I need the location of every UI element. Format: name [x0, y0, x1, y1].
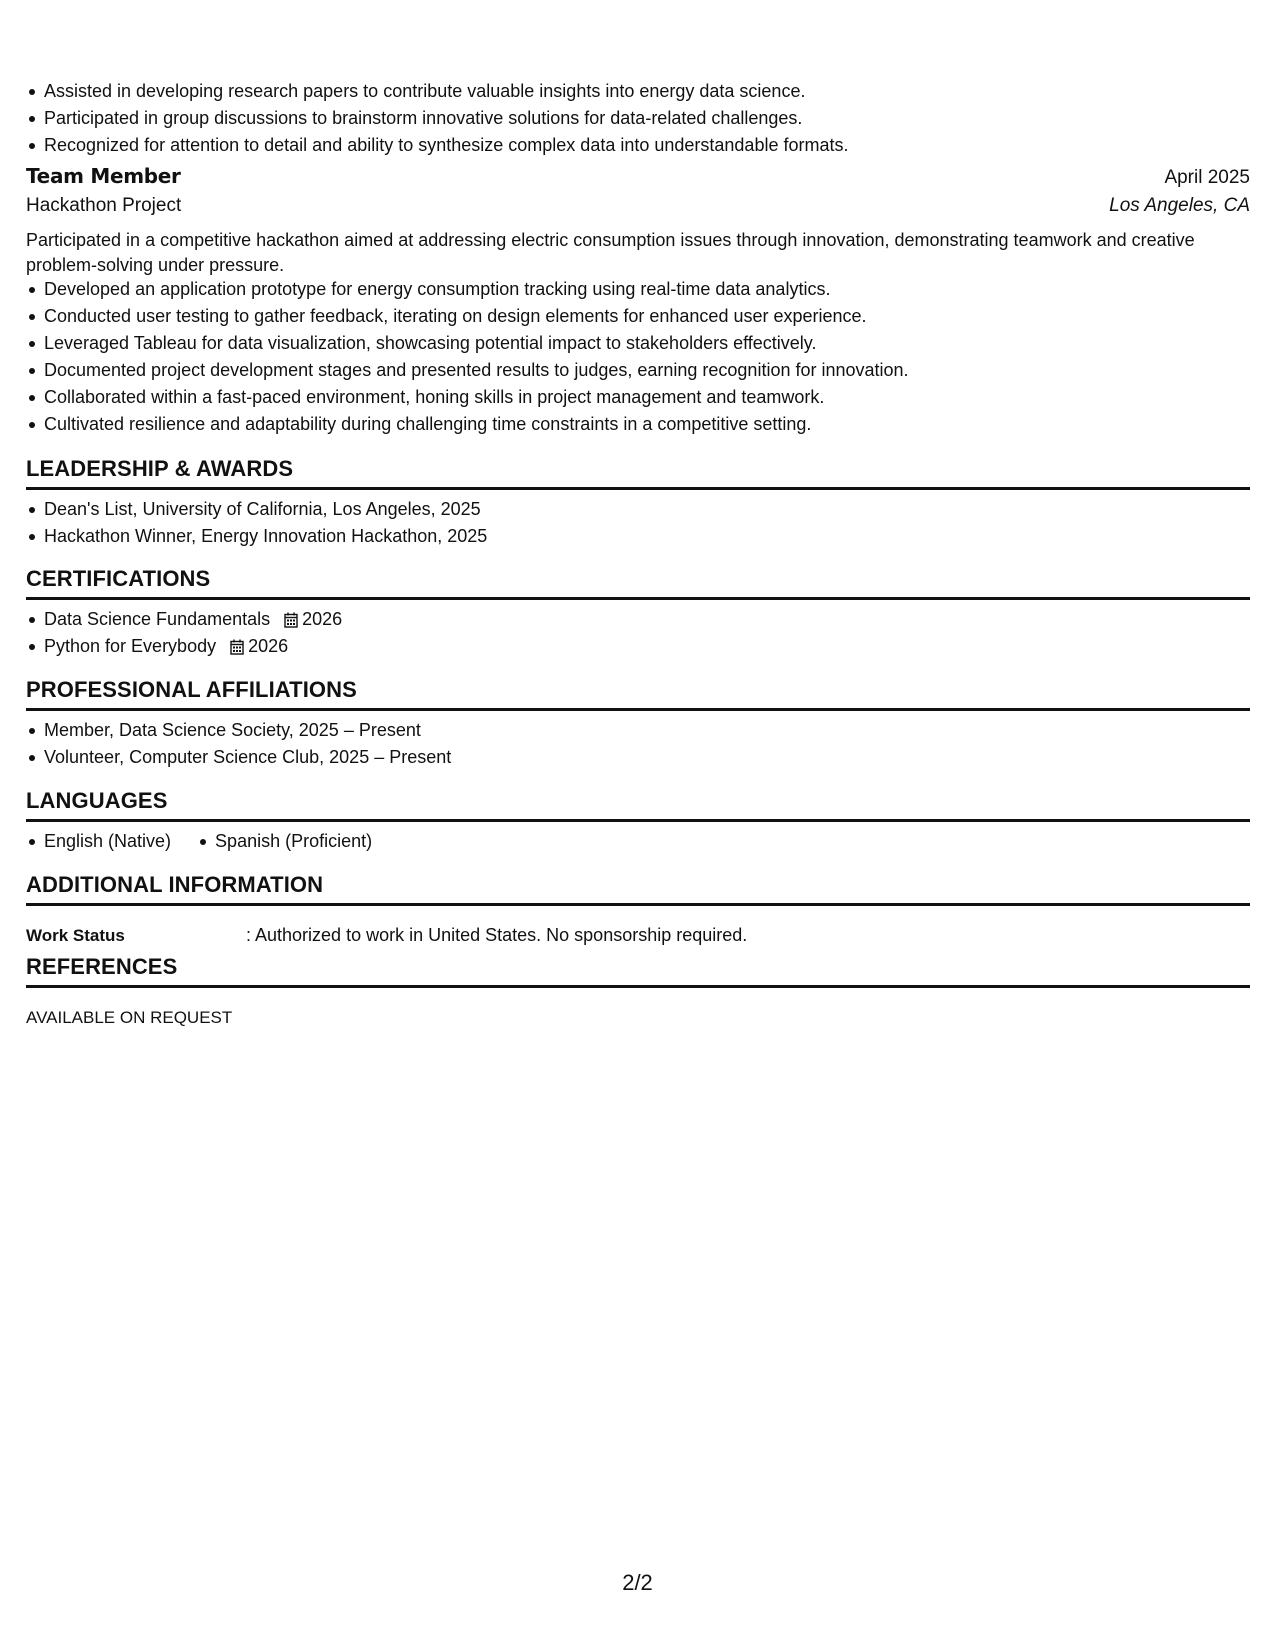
certification-year: 2026: [302, 609, 343, 629]
list-item: English (Native): [26, 828, 171, 855]
calendar-icon: [284, 612, 298, 628]
certification-name: Python for Everybody: [44, 636, 217, 656]
job-date: April 2025: [1164, 167, 1250, 188]
languages-list: [26, 828, 1250, 855]
list-item: Spanish (Proficient): [197, 828, 372, 855]
experience-subheader: [26, 195, 1250, 217]
job-organization: Hackathon Project: [26, 195, 182, 216]
section-divider: [26, 487, 1250, 490]
certifications-section: [26, 564, 1250, 660]
job-description: Participated in a competitive hackathon aimed at addressing electric consumption issues through innovation, demonstrating teamwork and creative problem-solving under pressure.: [26, 230, 1195, 275]
list-item: Assisted in developing research papers to contribute valuable insights into energy data science.: [26, 78, 848, 105]
affiliations-list: [26, 717, 1250, 771]
certification-year: 2026: [248, 636, 289, 656]
job-location: Los Angeles, CA: [1109, 195, 1250, 216]
work-status-value: : Authorized to work in United States. No sponsorship required.: [246, 925, 748, 945]
list-item: Hackathon Winner, Energy Innovation Hackathon, 2025: [26, 523, 1250, 550]
job-title: Team Member: [26, 164, 181, 188]
section-divider: [26, 708, 1250, 711]
section-heading: LEADERSHIP & AWARDS: [26, 456, 294, 481]
references-text: AVAILABLE ON REQUEST: [26, 1008, 233, 1027]
list-item: Recognized for attention to detail and ability to synthesize complex data into understandable formats.: [26, 132, 848, 159]
section-heading: PROFESSIONAL AFFILIATIONS: [26, 677, 357, 702]
section-heading: ADDITIONAL INFORMATION: [26, 872, 324, 897]
affiliations-section: [26, 675, 1250, 771]
additional-info-section: [26, 870, 1250, 906]
leadership-section: [26, 454, 1250, 550]
list-item: Collaborated within a fast-paced environment, honing skills in project management and teamwork.: [26, 384, 909, 411]
languages-section: [26, 786, 1250, 855]
list-item: Documented project development stages and presented results to judges, earning recognition for innovation.: [26, 357, 909, 384]
experience-header: [26, 164, 1250, 189]
list-item: Volunteer, Computer Science Club, 2025 – Present: [26, 744, 1250, 771]
experience-bullets: [26, 276, 909, 438]
list-item: Participated in group discussions to brainstorm innovative solutions for data-related challenges.: [26, 105, 848, 132]
calendar-icon: [230, 639, 244, 655]
list-item: Conducted user testing to gather feedback, iterating on design elements for enhanced user experience.: [26, 303, 909, 330]
list-item: Cultivated resilience and adaptability during challenging time constraints in a competitive setting.: [26, 411, 909, 438]
work-status-label: Work Status: [26, 926, 125, 945]
previous-role-bullets: [26, 78, 848, 159]
section-divider: [26, 819, 1250, 822]
section-divider: [26, 903, 1250, 906]
section-divider: [26, 985, 1250, 988]
work-status-row: [26, 922, 747, 949]
page-number: 2/2: [622, 1570, 653, 1595]
section-heading: LANGUAGES: [26, 788, 168, 813]
list-item: Member, Data Science Society, 2025 – Present: [26, 717, 1250, 744]
section-heading: CERTIFICATIONS: [26, 566, 211, 591]
references-section: [26, 952, 1250, 988]
list-item: [26, 633, 1250, 660]
section-divider: [26, 597, 1250, 600]
certification-name: Data Science Fundamentals: [44, 609, 271, 629]
leadership-list: [26, 496, 1250, 550]
list-item: [26, 606, 1250, 633]
list-item: Developed an application prototype for energy consumption tracking using real-time data analytics.: [26, 276, 909, 303]
section-heading: REFERENCES: [26, 954, 178, 979]
certifications-list: [26, 606, 1250, 660]
list-item: Leveraged Tableau for data visualization, showcasing potential impact to stakeholders effectively.: [26, 330, 909, 357]
list-item: Dean's List, University of California, Los Angeles, 2025: [26, 496, 1250, 523]
